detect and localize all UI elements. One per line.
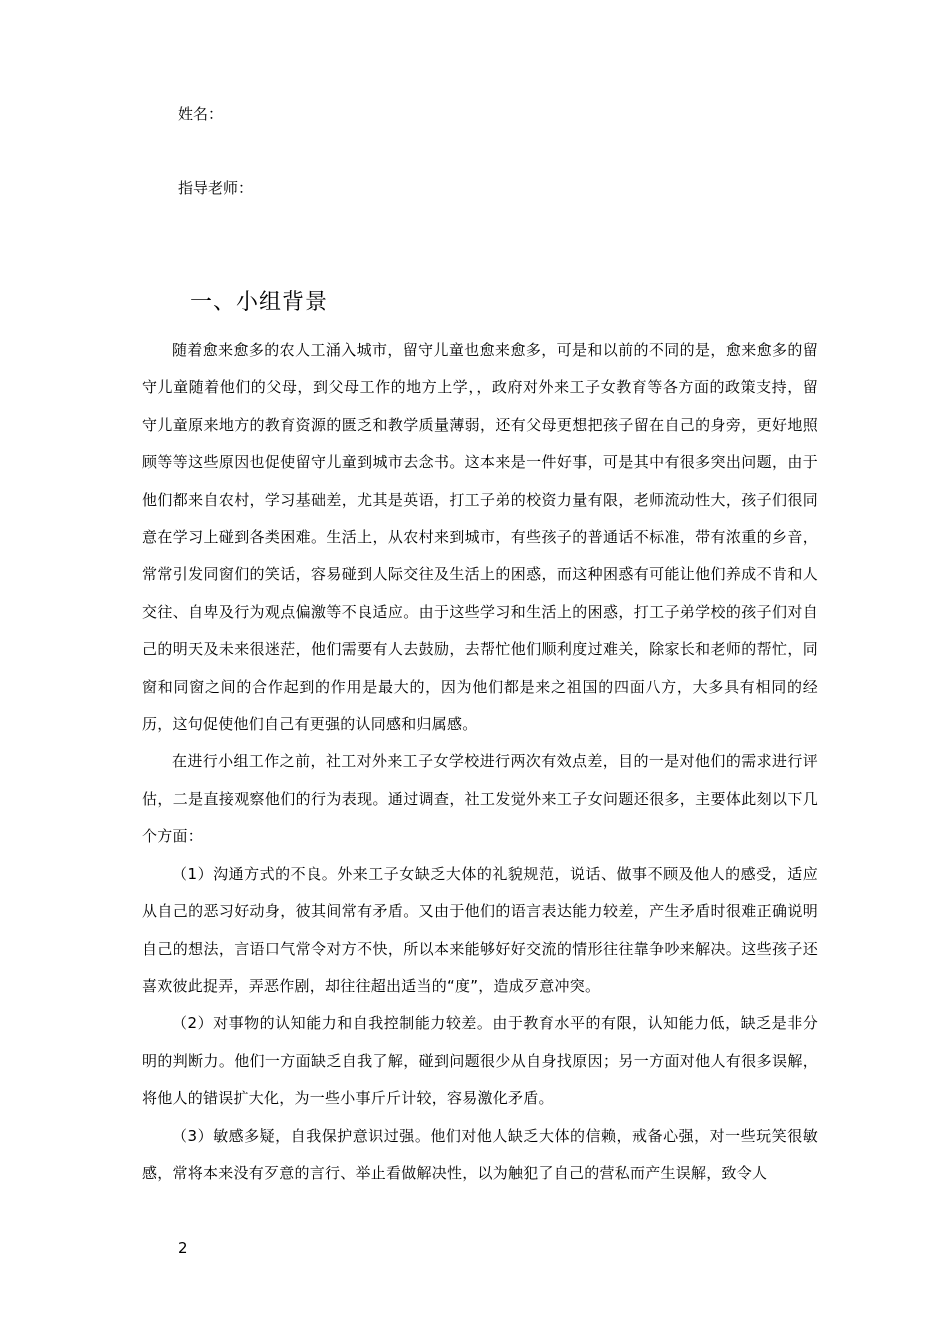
name-field-label: 姓名： <box>178 105 224 123</box>
paragraph-point-3: （3）敏感多疑，自我保护意识过强。他们对他人缺乏大体的信赖，戒备心强，对一些玩笑很敏感，常将本来没有歹意的言行、举止看做解决性，以为触犯了自己的营私而产生误解，致令人 <box>142 1126 818 1182</box>
paragraph-background: 随着愈来愈多的农人工涌入城市，留守儿童也愈来愈多，可是和以前的不同的是，愈来愈多的留守儿童随着他们的父母，到父母工作的地方上学，，政府对外来工子女教育等各方面的政策支持，留守儿童原来地方的教育资源的匮乏和教学质量薄弱，还有父母更想把孩子留在自己的身旁，更好地照顾等等这些原因也促使留守儿童到城市去念书。这本来是一件好事，可是其中有很多突出问题，由于他们都来自农村，学习基础差，尤其是英语，打工子弟的校资力量有限，老师流动性大，孩子们很同意在学习上碰到各类困难。生活上，从农村来到城市，有些孩子的普通话不标准，带有浓重的乡音，常常引发同窗们的笑话，容易碰到人际交往及生活上的困惑，而这种困惑有可能让他们养成不肯和人交往、自卑及行为观点偏激等不良适应。由于这些学习和生活上的困惑，打工子弟学校的孩子们对自己的明天及未来很迷茫，他们需要有人去鼓励，去帮忙他们顺利度过难关，除家长和老师的帮忙，同窗和同窗之间的合作起到的作用是最大的，因为他们都是来之祖国的四面八方，大多具有相同的经历，这句促使他们自己有更强的认同感和归属感。 <box>142 341 818 734</box>
advisor-field-label: 指导老师： <box>178 179 254 197</box>
page-number: 2 <box>178 1239 188 1257</box>
body-text <box>142 332 818 1192</box>
paragraph-point-1: （1）沟通方式的不良。外来工子女缺乏大体的礼貌规范，说话、做事不顾及他人的感受，适应从自己的恶习好动身，彼其间常有矛盾。又由于他们的语言表达能力较差，产生矛盾时很难正确说明自己的想法，言语口气常令对方不快，所以本来能够好好交流的情形往往靠争吵来解决。这些孩子还喜欢彼此捉弄，弄恶作剧，却往往超出适当的“度”，造成歹意冲突。 <box>142 864 818 995</box>
section-heading: 一、小组背景 <box>190 290 329 315</box>
paragraph-point-2: （2）对事物的认知能力和自我控制能力较差。由于教育水平的有限，认知能力低，缺乏是非分明的判断力。他们一方面缺乏自我了解，碰到问题很少从自身找原因；另一方面对他人有很多误解，将他人的错误扩大化，为一些小事斤斤计较，容易激化矛盾。 <box>142 1014 818 1108</box>
paragraph-survey: 在进行小组工作之前，社工对外来工子女学校进行两次有效点差，目的一是对他们的需求进行评估，二是直接观察他们的行为表现。通过调查，社工发觉外来工子女问题还很多，主要体此刻以下几个方面： <box>142 752 818 846</box>
